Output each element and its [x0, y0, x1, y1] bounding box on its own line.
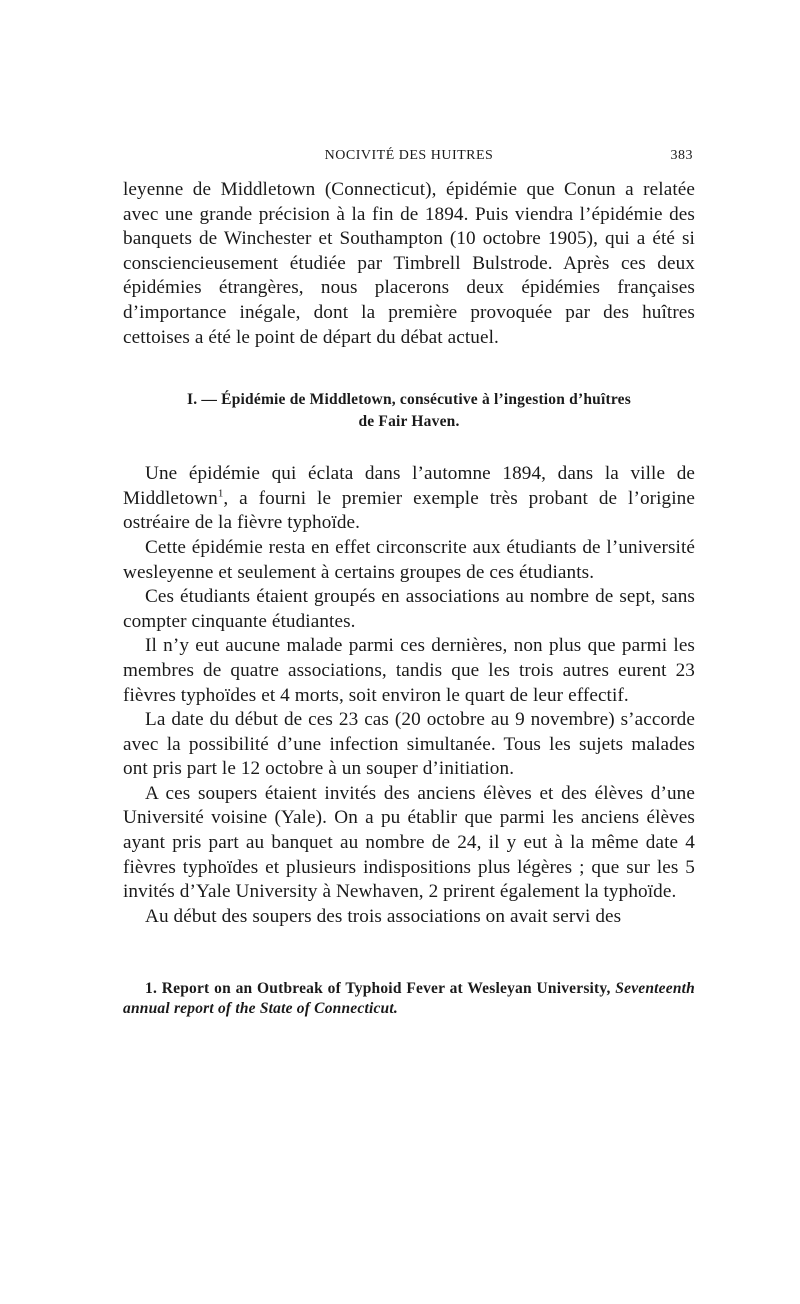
paragraph-6: A ces soupers étaient invités des anciens élèves et des élèves d’une Université voisine (Yale). On a pu établir que parmi les anciens élèves ayant pris part au banquet au nombre de 24, il y eut à la même date 4 fièvres typhoïdes et plusieurs indispositions plus légères ; que sur les 5 invités d’Yale University à Newhaven, 2 prirent également la typhoïde. — [123, 782, 695, 903]
paragraph-4: Il n’y eut aucune malade parmi ces dernières, non plus que parmi les membres de quatre associations, tandis que les trois autres eurent 23 fièvres typhoïdes et 4 morts, soit environ le quart de leur effectif. — [123, 635, 695, 706]
footnote-text: Report on an Outbreak of Typhoid Fever at Wesleyan University, — [161, 980, 611, 998]
section-heading — [123, 389, 695, 433]
section-heading-line-1: I. — Épidémie de Middletown, consécutive à l’ingestion d’huîtres — [187, 391, 631, 409]
paragraph-3: Ces étudiants étaient groupés en associations au nombre de sept, sans compter cinquante étudiantes. — [123, 586, 695, 632]
paragraph-2: Cette épidémie resta en effet circonscrite aux étudiants de l’université wesleyenne et seulement à certains groupes de ces étudiants. — [123, 536, 695, 583]
paragraph-7: Au début des soupers des trois associations on avait servi des — [145, 905, 622, 927]
paragraph-1 — [123, 462, 695, 536]
footnote-number: 1. — [145, 980, 158, 998]
footnote-reference: 1 — [217, 487, 224, 500]
book-page — [123, 140, 695, 1019]
paragraph-1-end: , a fourni le premier exemple très probant de l’origine ostréaire de la fièvre typhoïde. — [123, 487, 695, 534]
running-head — [123, 140, 695, 170]
running-title: NOCIVITÉ DES HUITRES — [324, 148, 494, 163]
intro-paragraph: leyenne de Middletown (Connecticut), épidémie que Conun a relatée avec une grande précision à la fin de 1894. Puis viendra l’épidémie des banquets de Winchester et Southampton (10 octobre 1905), qui a été si consciencieusement étudiée par Timbrell Bulstrode. Après ces deux épidémies étrangères, nous placerons deux épidémies françaises d’importance inégale, dont la première provoquée par des huîtres cettoises a été le point de départ du débat actuel. — [123, 179, 695, 348]
paragraph-1-start: Une épidémie qui éclata dans l’automne 1894, dans la ville de Middletown — [123, 463, 695, 509]
page-number: 383 — [670, 148, 693, 163]
footnote — [123, 979, 695, 1019]
section-body — [123, 462, 695, 929]
section-heading-line-2: de Fair Haven. — [358, 413, 460, 431]
paragraph-5: La date du début de ces 23 cas (20 octobre au 9 novembre) s’accorde avec la possibilité d’une infection simultanée. Tous les sujets malades ont pris part le 12 octobre à un souper d’initiation. — [123, 709, 695, 780]
footnote-italic-title: Seventeenth annual report of the State of Connecticut. — [123, 980, 695, 1018]
